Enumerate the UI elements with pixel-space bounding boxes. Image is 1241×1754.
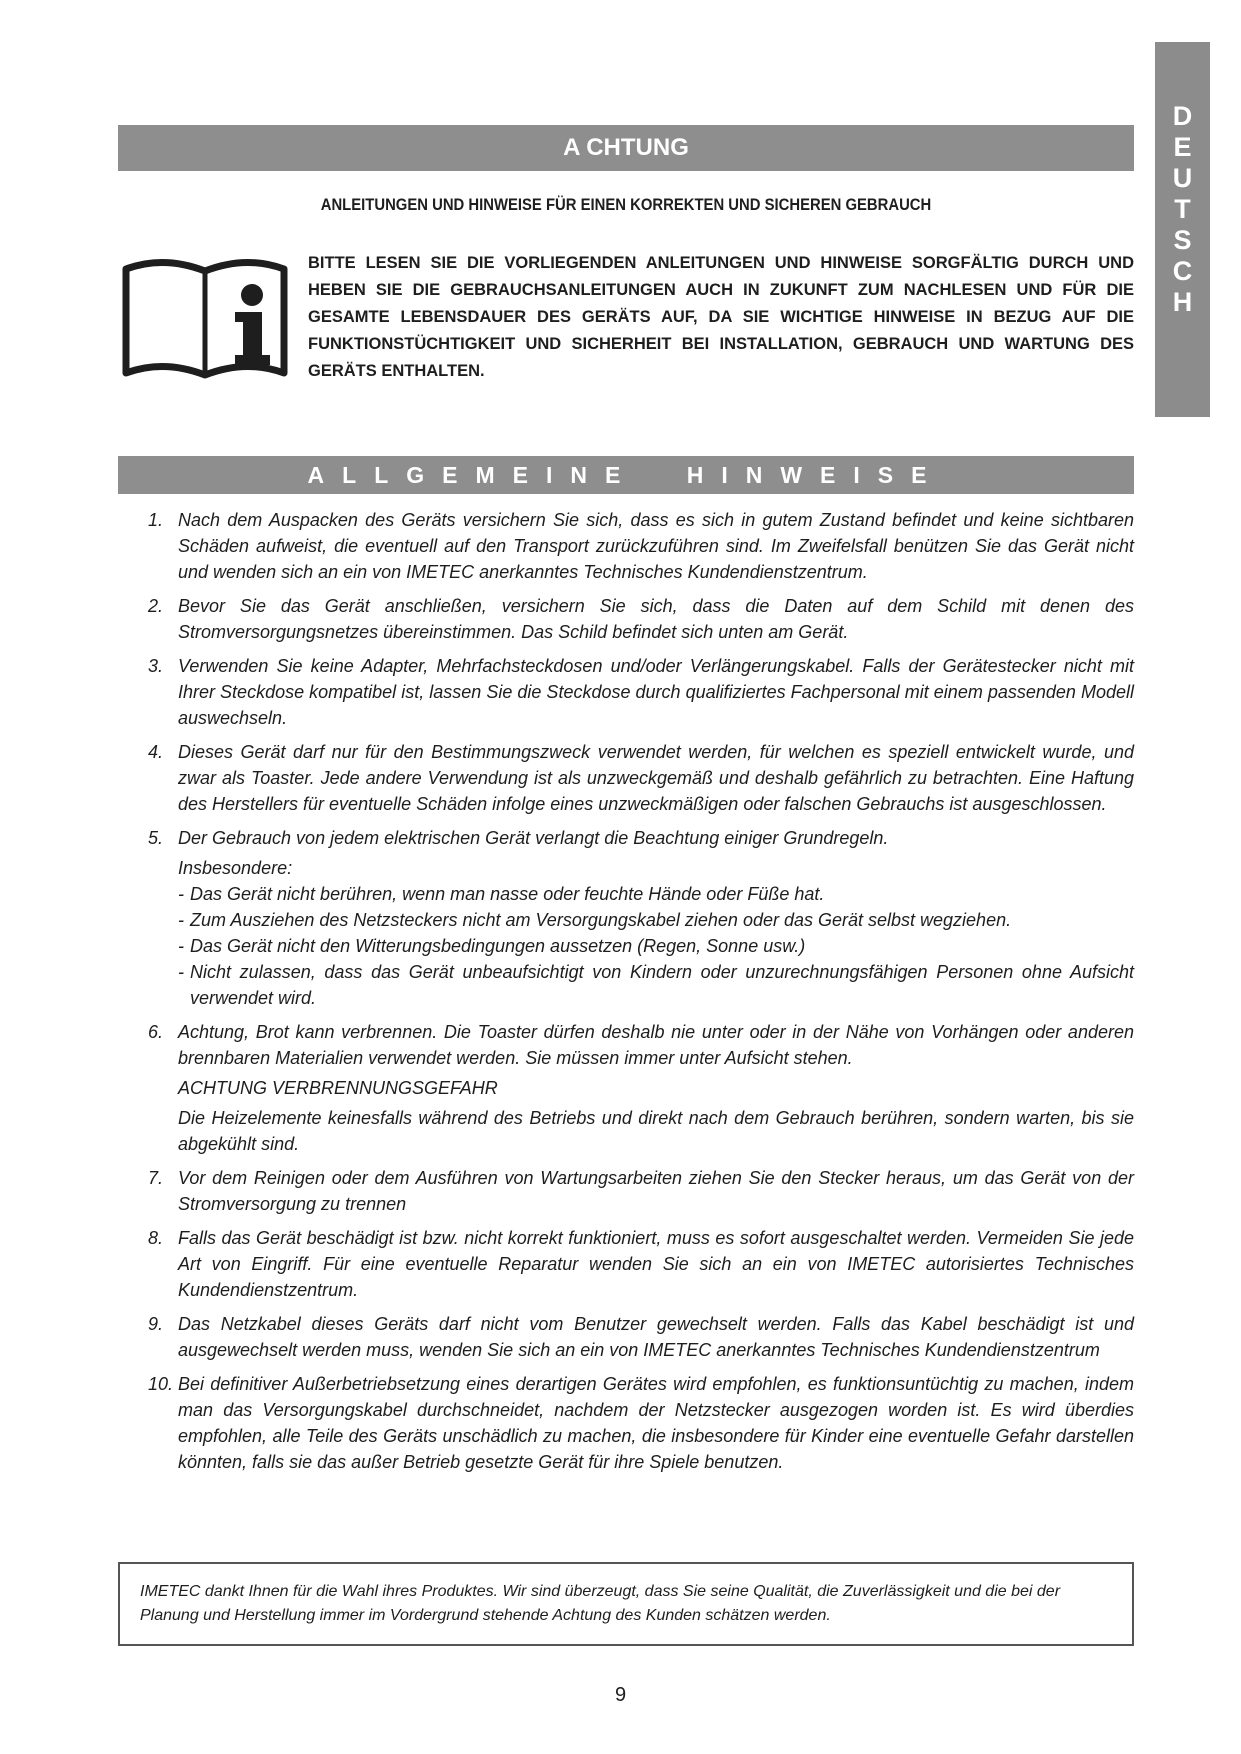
rule-number: 5. (148, 828, 164, 848)
language-letter: H (1172, 287, 1193, 317)
rule-number: 10. (148, 1374, 174, 1394)
language-letter: D (1172, 101, 1193, 131)
rule-item (148, 593, 1134, 645)
rule-bullet: - Zum Ausziehen des Netzsteckers nicht am Versorgungskabel ziehen oder das Gerät selbst wegziehen. (178, 910, 1012, 930)
rule-text: Achtung, Brot kann verbrennen. Die Toaster dürfen deshalb nie unter oder in der Nähe von Vorhängen oder anderen brennbaren Materialien verwendet werden. Sie müssen immer unter Aufsicht stehen. (178, 1022, 1134, 1068)
warning-title-bar (118, 125, 1134, 171)
rule-item (148, 653, 1134, 731)
thanks-text: IMETEC dankt Ihnen für die Wahl ihres Produktes. Wir sind überzeugt, dass Sie seine Qualität, die Zuverlässigkeit und die bei der Planung und Herstellung immer im Vordergrund stehende Achtung des Kunden schätzen werden. (140, 1583, 1061, 1624)
language-letter: T (1174, 194, 1191, 224)
page-number: 9 (614, 1684, 627, 1706)
rule-text: Verwenden Sie keine Adapter, Mehrfachsteckdosen und/oder Verlängerungskabel. Falls der Gerätestecker nicht mit Ihrer Steckdose kompatibel ist, lassen Sie die Steckdose durch qualifiziertes Fachpersonal mit einem passenden Modell auswechseln. (178, 656, 1134, 728)
warning-subtitle: ANLEITUNGEN UND HINWEISE FÜR EINEN KORREKTEN UND SICHEREN GEBRAUCH (320, 196, 932, 214)
rule-number: 3. (148, 656, 164, 676)
rule-number: 4. (148, 742, 164, 762)
warning-text: BITTE LESEN SIE DIE VORLIEGENDEN ANLEITUNGEN UND HINWEISE SORGFÄLTIG DURCH UND HEBEN SIE DIE GEBRAUCHSANLEITUNGEN AUCH IN ZUKUNFT ZUM NACHLESEN UND FÜR DIE GESAMTE LEBENSDAUER DES GERÄTS AUF, DA SIE WICHTIGE HINWEISE IN BEZUG AUF DIE FUNKTIONSTÜCHTIGKEIT UND SICHERHEIT BEI INSTALLATION, GEBRAUCH UND WARTUNG DES GERÄTS ENTHALTEN. (308, 254, 1134, 380)
language-letter: E (1173, 132, 1192, 162)
rule-subtext: Die Heizelemente keinesfalls während des Betriebs und direkt nach dem Gebrauch berühren, sondern warten, bis sie abgekühlt sind. (178, 1108, 1134, 1154)
rule-bullet-text: Das Gerät nicht berühren, wenn man nasse oder feuchte Hände oder Füße hat. (190, 884, 825, 904)
language-letter: U (1172, 163, 1193, 193)
rule-text: Der Gebrauch von jedem elektrischen Gerät verlangt die Beachtung einiger Grundregeln. (178, 828, 889, 848)
warning-title: A CHTUNG (563, 134, 689, 161)
rule-bullet-text: Zum Ausziehen des Netzsteckers nicht am Versorgungskabel ziehen oder das Gerät selbst wegziehen. (190, 910, 1012, 930)
rule-subheading: Insbesondere: (178, 858, 293, 878)
rule-item (148, 1019, 1134, 1157)
rule-bullet: - Das Gerät nicht berühren, wenn man nasse oder feuchte Hände oder Füße hat. (178, 884, 825, 904)
rule-text: Das Netzkabel dieses Geräts darf nicht vom Benutzer gewechselt werden. Falls das Kabel beschädigt ist und ausgewechselt werden muss, wenden Sie sich an ein von IMETEC anerkanntes Technisches Kundendienstzentrum (178, 1314, 1134, 1360)
general-title-bar (118, 456, 1134, 494)
general-rules-list (148, 507, 1134, 1483)
rule-number: 7. (148, 1168, 164, 1188)
rule-number: 6. (148, 1022, 164, 1042)
rule-item (148, 825, 1134, 1011)
rule-bullet: - Nicht zulassen, dass das Gerät unbeaufsichtigt von Kindern oder unzurechnungsfähigen Personen ohne Aufsicht verwendet wird. (178, 962, 1134, 1008)
rule-bullet: - Das Gerät nicht den Witterungsbedingungen aussetzen (Regen, Sonne usw.) (178, 936, 806, 956)
rule-subheading: ACHTUNG VERBRENNUNGSGEFAHR (178, 1078, 498, 1098)
rule-number: 9. (148, 1314, 164, 1334)
rule-bullet-text: Nicht zulassen, dass das Gerät unbeaufsichtigt von Kindern oder unzurechnungsfähigen Personen ohne Aufsicht verwendet wird. (190, 962, 1134, 1008)
rule-item (148, 1371, 1134, 1475)
language-tab (1155, 42, 1210, 417)
rule-item (148, 1311, 1134, 1363)
language-letter: S (1173, 225, 1192, 255)
rule-number: 1. (148, 510, 164, 530)
rule-text: Vor dem Reinigen oder dem Ausführen von Wartungsarbeiten ziehen Sie den Stecker heraus, um das Gerät von der Stromversorgung zu trennen (178, 1168, 1134, 1214)
rule-text: Nach dem Auspacken des Geräts versichern Sie sich, dass es sich in gutem Zustand befindet und keine sichtbaren Schäden aufweist, die eventuell auf den Transport zurückzuführen sind. Im Zweifelsfall benützen Sie das Gerät nicht und wenden sich an ein von IMETEC anerkanntes Technisches Kundendienstzentrum. (178, 510, 1134, 582)
rule-number: 8. (148, 1228, 164, 1248)
rule-text: Bei definitiver Außerbetriebsetzung eines derartigen Gerätes wird empfohlen, es funktionsuntüchtig zu machen, indem man das Versorgungskabel durchschneidet, nachdem der Netzstecker ausgezogen worden ist. Es wird überdies empfohlen, alle Teile des Geräts unschädlich zu machen, die insbesondere für Kinder eine eventuelle Gefahr darstellen könnten, falls sie das außer Betrieb gesetzte Gerät für ihre Spiele benutzen. (178, 1374, 1134, 1472)
rule-item (148, 1225, 1134, 1303)
manual-info-icon (120, 255, 290, 380)
rule-number: 2. (148, 596, 164, 616)
rule-item (148, 739, 1134, 817)
rule-item (148, 1165, 1134, 1217)
rule-text: Bevor Sie das Gerät anschließen, versichern Sie sich, dass die Daten auf dem Schild mit denen des Stromversorgungsnetzes übereinstimmen. Das Schild befindet sich unten am Gerät. (178, 596, 1134, 642)
language-letter: C (1172, 256, 1193, 286)
thanks-box (118, 1562, 1134, 1646)
rule-text: Falls das Gerät beschädigt ist bzw. nicht korrekt funktioniert, muss es sofort ausgeschaltet werden. Vermeiden Sie jede Art von Eingriff. Für eine eventuelle Reparatur wenden Sie sich an ein von IMETEC autorisiertes Technisches Kundendienstzentrum. (178, 1228, 1134, 1300)
rule-bullet-text: Das Gerät nicht den Witterungsbedingungen aussetzen (Regen, Sonne usw.) (190, 936, 806, 956)
rule-item (148, 507, 1134, 585)
rule-text: Dieses Gerät darf nur für den Bestimmungszweck verwendet werden, für welchen es speziell entwickelt wurde, und zwar als Toaster. Jede andere Verwendung ist als unzweckgemäß und deshalb gefährlich zu betrachten. Eine Haftung des Herstellers für eventuelle Schäden infolge eines unzweckmäßigen oder falschen Gebrauchs ist ausgeschlossen. (178, 742, 1134, 814)
general-title: ALLGEMEINE HINWEISE (307, 461, 945, 488)
